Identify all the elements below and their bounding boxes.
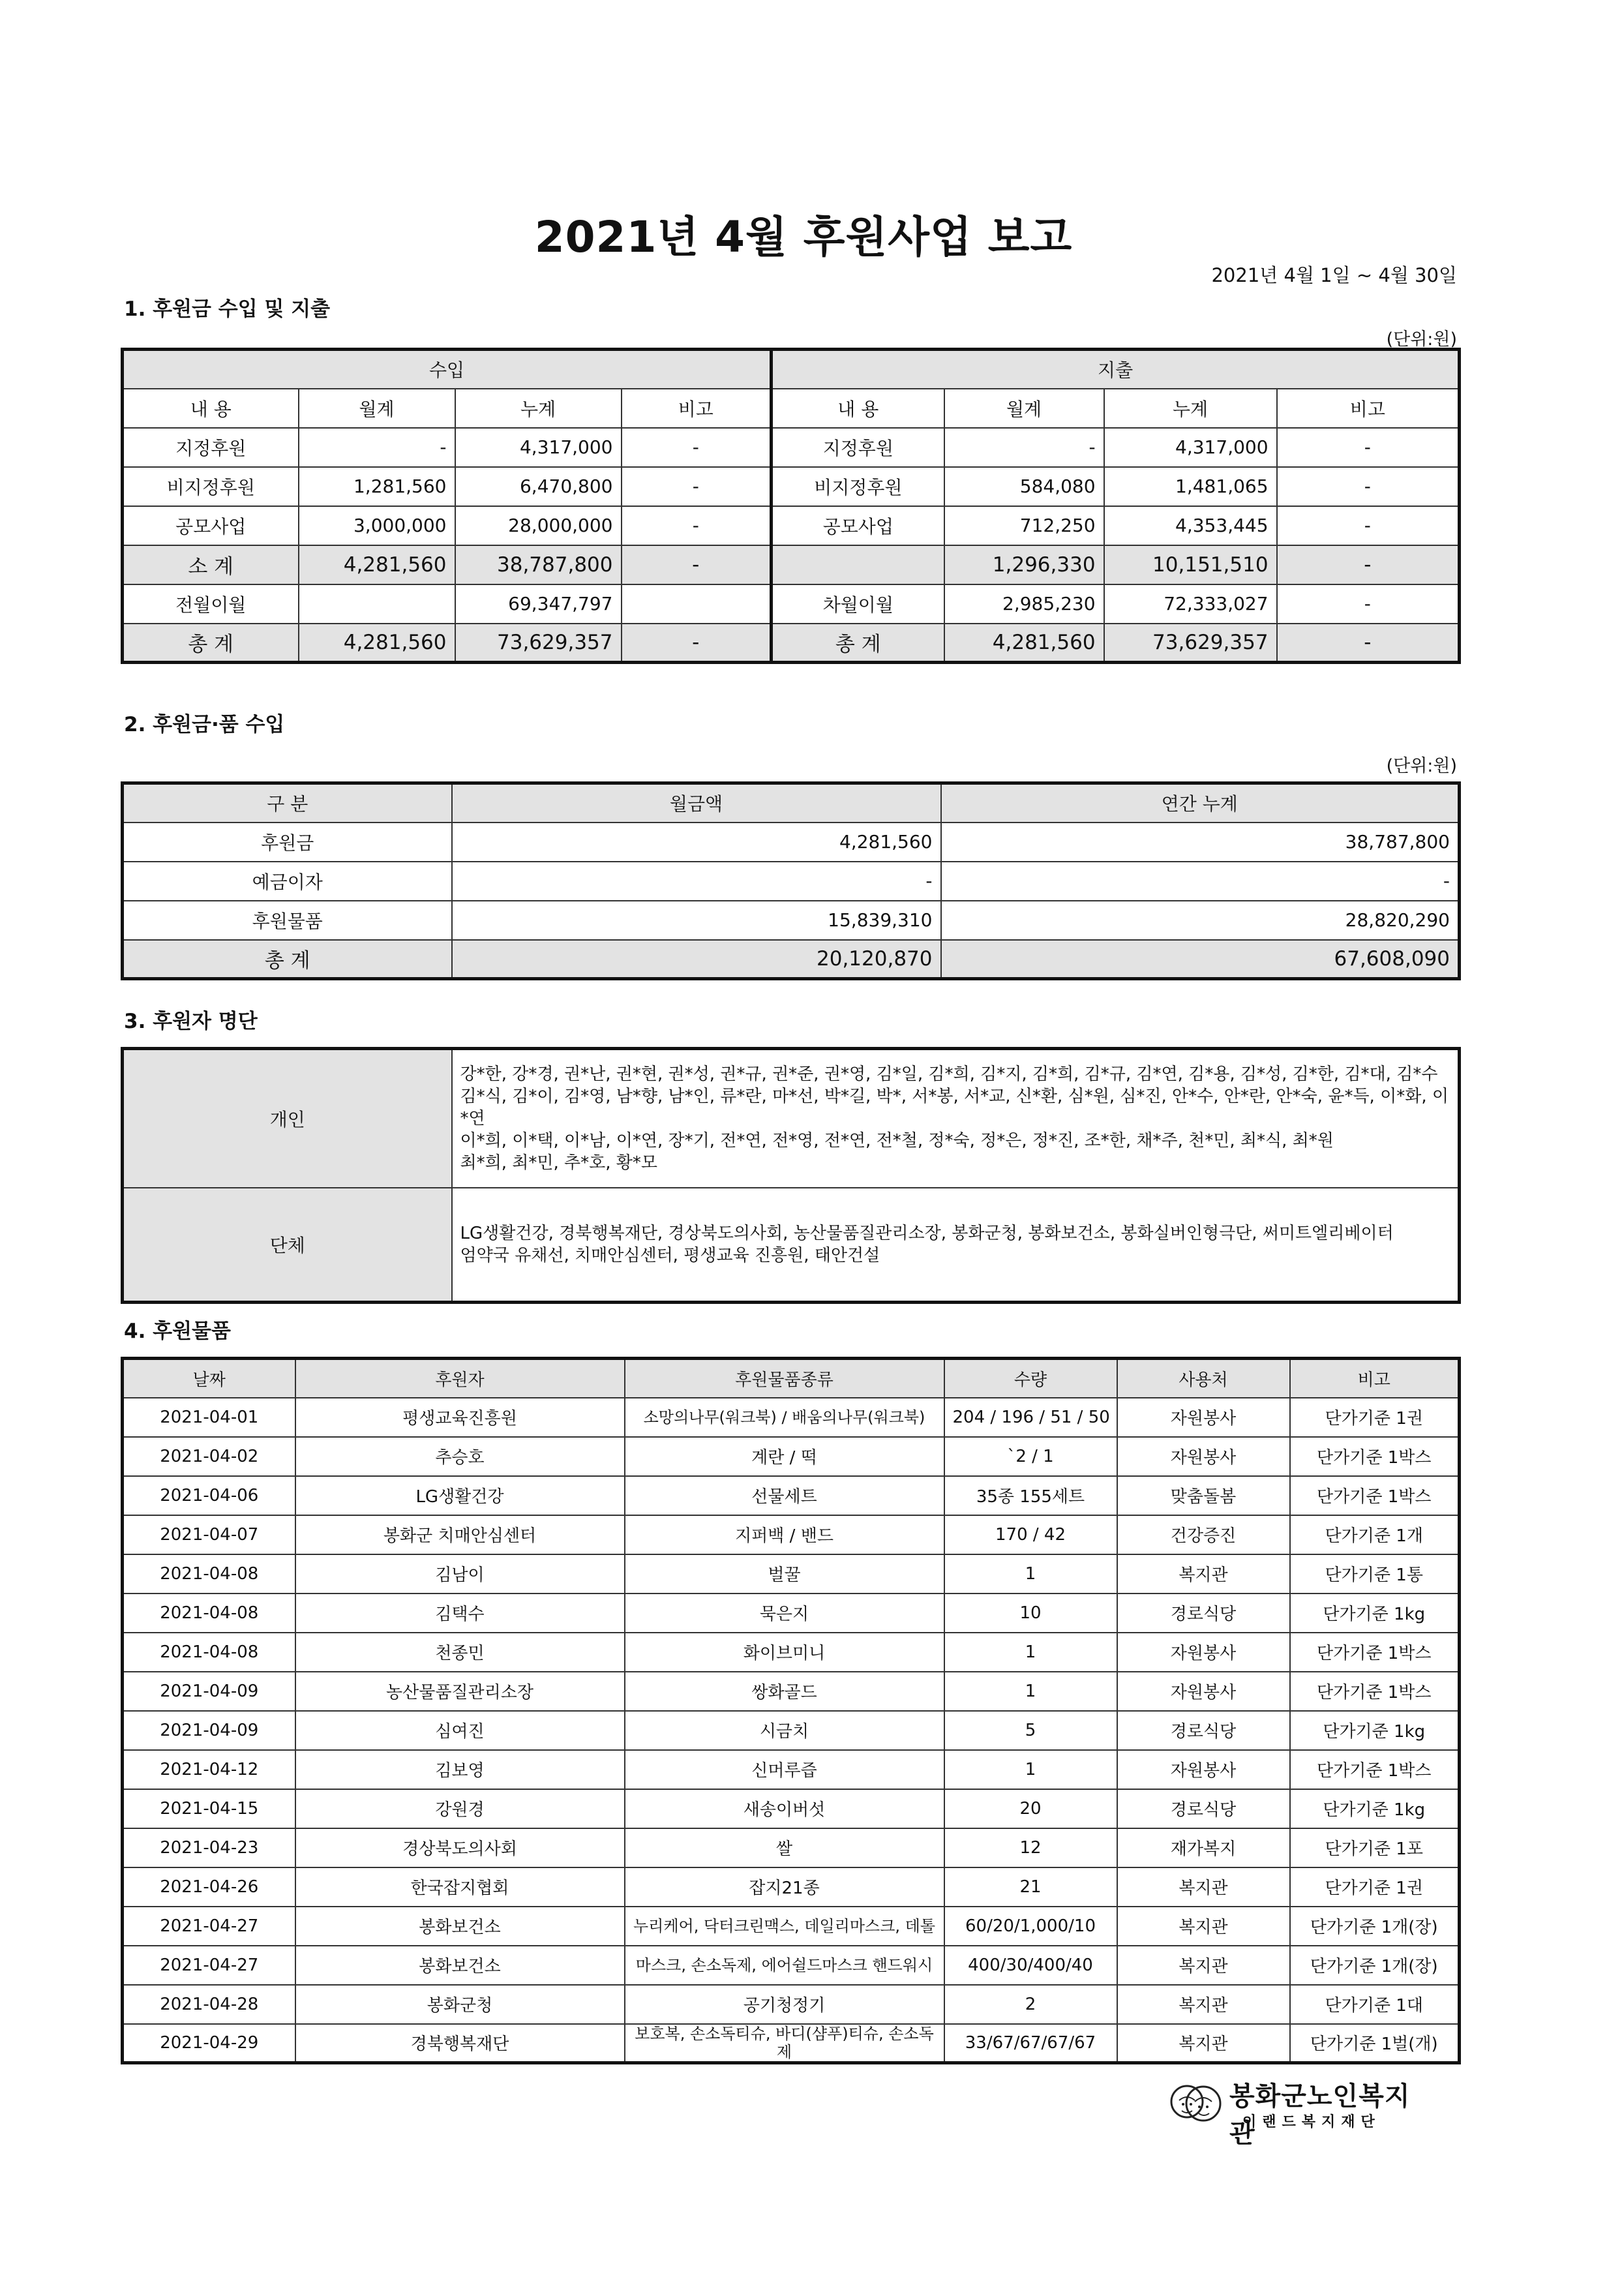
row-label: 공모사업 <box>123 506 299 545</box>
table-cell: 단가기준 1박스 <box>1290 1750 1460 1789</box>
row-label: 총 계 <box>123 624 299 663</box>
table-cell: - <box>622 467 772 506</box>
column-header: 월계 <box>944 389 1104 428</box>
table-cell: 204 / 196 / 51 / 50 <box>944 1398 1117 1437</box>
row-label: 차월이월 <box>772 584 944 624</box>
table-cell: 경상북도의사회 <box>295 1828 625 1867</box>
table-cell: 화이브미니 <box>625 1633 944 1672</box>
table-cell: 경북행복재단 <box>295 2024 625 2063</box>
table-cell: 단가기준 1권 <box>1290 1867 1460 1907</box>
table-cell: 쌍화골드 <box>625 1672 944 1711</box>
table-cell: 선물세트 <box>625 1476 944 1515</box>
table-row <box>123 1554 1460 1594</box>
table-cell: LG생활건강 <box>295 1476 625 1515</box>
row-label: 소 계 <box>123 545 299 584</box>
table-cell: 단가기준 1박스 <box>1290 1633 1460 1672</box>
column-header: 누계 <box>1104 389 1277 428</box>
table-cell: 2021-04-02 <box>123 1437 295 1476</box>
report-period: 2021년 4월 1일 ~ 4월 30일 <box>1211 264 1457 286</box>
section-4-title: 4. 후원물품 <box>124 1320 231 1343</box>
table-cell: 한국잡지협회 <box>295 1867 625 1907</box>
table-cell: 단가기준 1개 <box>1290 1515 1460 1554</box>
column-header: 사용처 <box>1117 1359 1290 1398</box>
table-cell: 복지관 <box>1117 1554 1290 1594</box>
table-cell: 단가기준 1kg <box>1290 1711 1460 1750</box>
table-cell: 60/20/1,000/10 <box>944 1907 1117 1946</box>
table-row <box>123 1437 1460 1476</box>
table-cell: 김택수 <box>295 1594 625 1633</box>
table-cell: 쌀 <box>625 1828 944 1867</box>
table-row <box>123 584 1460 624</box>
table-cell: 소망의나무(워크북) / 배움의나무(워크북) <box>625 1398 944 1437</box>
table-cell: - <box>1277 506 1460 545</box>
column-header: 후원물품종류 <box>625 1359 944 1398</box>
table-cell: 2021-04-27 <box>123 1907 295 1946</box>
table-cell: - <box>622 545 772 584</box>
column-header: 월금액 <box>452 783 941 823</box>
donor-line: 최*희, 최*민, 추*호, 황*모 <box>460 1153 658 1173</box>
table-row <box>123 1515 1460 1554</box>
table-cell: 1 <box>944 1672 1117 1711</box>
table-row <box>123 1633 1460 1672</box>
table-cell: 2021-04-26 <box>123 1867 295 1907</box>
table-cell: 4,317,000 <box>1104 428 1277 467</box>
table-cell: 10 <box>944 1594 1117 1633</box>
elderly-couple-logo-icon <box>1167 2074 1226 2133</box>
table-cell: - <box>622 428 772 467</box>
column-header: 비고 <box>1290 1359 1460 1398</box>
organization-logo <box>1167 2074 1428 2149</box>
table-row <box>123 1907 1460 1946</box>
row-label: 총 계 <box>123 940 452 979</box>
table-cell: 시금치 <box>625 1711 944 1750</box>
table-row <box>123 1398 1460 1437</box>
row-label <box>772 545 944 584</box>
table-cell: 15,839,310 <box>452 901 941 940</box>
table-cell: 2021-04-28 <box>123 1985 295 2024</box>
table-cell: - <box>622 506 772 545</box>
row-label: 지정후원 <box>772 428 944 467</box>
table-cell: - <box>1277 467 1460 506</box>
table-cell: 10,151,510 <box>1104 545 1277 584</box>
table-cell: 지퍼백 / 밴드 <box>625 1515 944 1554</box>
table-cell: 2 <box>944 1985 1117 2024</box>
income-header: 수입 <box>123 350 772 389</box>
table-cell: 33/67/67/67/67 <box>944 2024 1117 2063</box>
table-cell: 12 <box>944 1828 1117 1867</box>
table-cell: 1,481,065 <box>1104 467 1277 506</box>
table-cell: 38,787,800 <box>941 823 1460 862</box>
table-cell: 4,353,445 <box>1104 506 1277 545</box>
table-cell: 보호복, 손소독티슈, 바디(샴푸)티슈, 손소독제 <box>625 2024 944 2063</box>
column-header: 날짜 <box>123 1359 295 1398</box>
table-cell: 복지관 <box>1117 1867 1290 1907</box>
row-label: 비지정후원 <box>123 467 299 506</box>
table-cell: 38,787,800 <box>455 545 622 584</box>
table-cell: - <box>1277 624 1460 663</box>
table-cell: 1 <box>944 1554 1117 1594</box>
table-row <box>123 506 1460 545</box>
table-cell: 복지관 <box>1117 1907 1290 1946</box>
row-label: 총 계 <box>772 624 944 663</box>
table-cell: 2021-04-06 <box>123 1476 295 1515</box>
table-cell: 400/30/400/40 <box>944 1946 1117 1985</box>
table-cell: 공기청정기 <box>625 1985 944 2024</box>
table-cell: 2021-04-07 <box>123 1515 295 1554</box>
table-cell: 자원봉사 <box>1117 1672 1290 1711</box>
expense-header: 지출 <box>772 350 1460 389</box>
table-cell: 평생교육진흥원 <box>295 1398 625 1437</box>
table-cell: 2021-04-09 <box>123 1711 295 1750</box>
page-title: 2021년 4월 후원사업 보고 <box>534 212 1073 262</box>
table-cell: 단가기준 1kg <box>1290 1594 1460 1633</box>
group-label: 단체 <box>123 1188 452 1302</box>
table-cell: 28,820,290 <box>941 901 1460 940</box>
table-cell: 강원경 <box>295 1789 625 1828</box>
table-cell: 단가기준 1개(장) <box>1290 1907 1460 1946</box>
table-cell: 경로식당 <box>1117 1789 1290 1828</box>
organization-subtitle: 이랜드복지재단 <box>1242 2114 1381 2130</box>
donor-line: LG생활건강, 경북행복재단, 경상북도의사회, 농산물품질관리소장, 봉화군청, 봉화보건소, 봉화실버인형극단, 써미트엘리베이터 <box>460 1223 1394 1243</box>
table-cell <box>622 584 772 624</box>
table-cell: 5 <box>944 1711 1117 1750</box>
table-row <box>123 1946 1460 1985</box>
table-cell: - <box>941 862 1460 901</box>
table-cell: 35종 155세트 <box>944 1476 1117 1515</box>
table-row <box>123 862 1460 901</box>
table-cell: 21 <box>944 1867 1117 1907</box>
table-cell: 경로식당 <box>1117 1711 1290 1750</box>
column-header: 수량 <box>944 1359 1117 1398</box>
table-cell: 자원봉사 <box>1117 1633 1290 1672</box>
table-cell: 복지관 <box>1117 1985 1290 2024</box>
table-cell: 벌꿀 <box>625 1554 944 1594</box>
total-row <box>123 624 1460 663</box>
table-cell: 170 / 42 <box>944 1515 1117 1554</box>
table-cell: 자원봉사 <box>1117 1398 1290 1437</box>
column-header: 구 분 <box>123 783 452 823</box>
unit-label-1: (단위:원) <box>1386 329 1457 350</box>
table-cell: 3,000,000 <box>299 506 455 545</box>
table-cell: 새송이버섯 <box>625 1789 944 1828</box>
column-header: 비고 <box>1277 389 1460 428</box>
individual-donor-names <box>452 1049 1460 1188</box>
table-cell: 복지관 <box>1117 2024 1290 2063</box>
donor-list-table <box>121 1047 1461 1304</box>
table-row <box>123 467 1460 506</box>
table-cell: 72,333,027 <box>1104 584 1277 624</box>
table-cell: 20,120,870 <box>452 940 941 979</box>
table-row <box>123 1594 1460 1633</box>
table-cell: 4,317,000 <box>455 428 622 467</box>
donated-goods-table <box>121 1357 1461 2064</box>
table-cell: 단가기준 1kg <box>1290 1789 1460 1828</box>
table-cell: 봉화군청 <box>295 1985 625 2024</box>
table-row <box>123 1985 1460 2024</box>
subtotal-row <box>123 545 1460 584</box>
table-cell: 2021-04-08 <box>123 1554 295 1594</box>
table-cell: 김남이 <box>295 1554 625 1594</box>
table-cell: 맞춤돌봄 <box>1117 1476 1290 1515</box>
table-cell: 2021-04-23 <box>123 1828 295 1867</box>
column-header: 월계 <box>299 389 455 428</box>
group-donor-names <box>452 1188 1460 1302</box>
column-header: 후원자 <box>295 1359 625 1398</box>
table-cell: 농산물품질관리소장 <box>295 1672 625 1711</box>
table-cell: 경로식당 <box>1117 1594 1290 1633</box>
table-cell: 단가기준 1개(장) <box>1290 1946 1460 1985</box>
donor-line: 엄약국 유채선, 치매안심센터, 평생교육 진흥원, 태안건설 <box>460 1245 880 1265</box>
donor-line: 이*희, 이*택, 이*남, 이*연, 장*기, 전*연, 전*영, 전*연, 전*철, 정*숙, 정*은, 정*진, 조*한, 채*주, 천*민, 최*식, 최*원 <box>460 1131 1334 1151</box>
table-cell: 73,629,357 <box>455 624 622 663</box>
table-cell: 2021-04-27 <box>123 1946 295 1985</box>
individual-donors-row <box>123 1049 1460 1188</box>
table-cell: 천종민 <box>295 1633 625 1672</box>
individual-label: 개인 <box>123 1049 452 1188</box>
table-cell: 1,281,560 <box>299 467 455 506</box>
table-cell: 20 <box>944 1789 1117 1828</box>
table-cell: 2021-04-08 <box>123 1594 295 1633</box>
table-cell: 자원봉사 <box>1117 1437 1290 1476</box>
table-cell: 재가복지 <box>1117 1828 1290 1867</box>
table-row <box>123 1672 1460 1711</box>
table-cell: 신머루즙 <box>625 1750 944 1789</box>
table-cell: 1,296,330 <box>944 545 1104 584</box>
total-row <box>123 940 1460 979</box>
column-header: 내 용 <box>772 389 944 428</box>
table-cell <box>299 584 455 624</box>
table-cell: 4,281,560 <box>452 823 941 862</box>
table-row <box>123 1750 1460 1789</box>
table-cell: 2021-04-12 <box>123 1750 295 1789</box>
column-header: 내 용 <box>123 389 299 428</box>
table-cell: 누리케어, 닥터크린맥스, 데일리마스크, 데톨 <box>625 1907 944 1946</box>
table-row <box>123 1867 1460 1907</box>
table-cell: 4,281,560 <box>299 545 455 584</box>
donation-income-table <box>121 781 1461 980</box>
table-cell: 단가기준 1박스 <box>1290 1672 1460 1711</box>
section-1-title: 1. 후원금 수입 및 지출 <box>124 297 331 321</box>
organization-name: 봉화군노인복지관 <box>1229 2081 1411 2149</box>
table-row <box>123 428 1460 467</box>
table-cell: - <box>1277 545 1460 584</box>
section-2-title: 2. 후원금·품 수입 <box>124 713 285 736</box>
table-cell: 4,281,560 <box>944 624 1104 663</box>
table-cell: 73,629,357 <box>1104 624 1277 663</box>
column-header: 연간 누계 <box>941 783 1460 823</box>
table-row <box>123 823 1460 862</box>
table-cell: 잡지21종 <box>625 1867 944 1907</box>
table-cell: - <box>299 428 455 467</box>
table-cell: 단가기준 1대 <box>1290 1985 1460 2024</box>
row-label: 지정후원 <box>123 428 299 467</box>
table-cell: - <box>1277 428 1460 467</box>
table-cell: 자원봉사 <box>1117 1750 1290 1789</box>
column-header: 누계 <box>455 389 622 428</box>
table-cell: 2,985,230 <box>944 584 1104 624</box>
table-cell: 봉화보건소 <box>295 1946 625 1985</box>
table-cell: 단가기준 1포 <box>1290 1828 1460 1867</box>
table-cell: 김보영 <box>295 1750 625 1789</box>
table-cell: 2021-04-01 <box>123 1398 295 1437</box>
table-cell: 단가기준 1통 <box>1290 1554 1460 1594</box>
table-cell: 712,250 <box>944 506 1104 545</box>
row-label: 전월이월 <box>123 584 299 624</box>
table-cell: - <box>452 862 941 901</box>
table-cell: 6,470,800 <box>455 467 622 506</box>
table-cell: 2021-04-09 <box>123 1672 295 1711</box>
table-cell: 4,281,560 <box>299 624 455 663</box>
table-cell: 마스크, 손소독제, 에어쉴드마스크 핸드워시 <box>625 1946 944 1985</box>
row-label: 예금이자 <box>123 862 452 901</box>
row-label: 후원물품 <box>123 901 452 940</box>
table-row <box>123 1789 1460 1828</box>
table-cell: 추승호 <box>295 1437 625 1476</box>
table-row <box>123 2024 1460 2063</box>
table-cell: - <box>622 624 772 663</box>
table-cell: 단가기준 1박스 <box>1290 1476 1460 1515</box>
table-cell: 계란 / 떡 <box>625 1437 944 1476</box>
table-cell: - <box>1277 584 1460 624</box>
table-row <box>123 901 1460 940</box>
table-cell: 심여진 <box>295 1711 625 1750</box>
table-cell: 1 <box>944 1750 1117 1789</box>
table-cell: 묵은지 <box>625 1594 944 1633</box>
table-row <box>123 1711 1460 1750</box>
table-cell: 건강증진 <box>1117 1515 1290 1554</box>
income-expense-table <box>121 348 1461 664</box>
table-cell: 봉화군 치매안심센터 <box>295 1515 625 1554</box>
table-row <box>123 1828 1460 1867</box>
table-cell: 584,080 <box>944 467 1104 506</box>
unit-label-2: (단위:원) <box>1386 756 1457 776</box>
row-label: 비지정후원 <box>772 467 944 506</box>
table-cell: 2021-04-29 <box>123 2024 295 2063</box>
table-cell: 1 <box>944 1633 1117 1672</box>
table-cell: 복지관 <box>1117 1946 1290 1985</box>
row-label: 공모사업 <box>772 506 944 545</box>
table-cell: 봉화보건소 <box>295 1907 625 1946</box>
table-cell: 28,000,000 <box>455 506 622 545</box>
group-donors-row <box>123 1188 1460 1302</box>
table-cell: 67,608,090 <box>941 940 1460 979</box>
table-row <box>123 1476 1460 1515</box>
table-cell: 단가기준 1박스 <box>1290 1437 1460 1476</box>
table-cell: 69,347,797 <box>455 584 622 624</box>
table-cell: `2 / 1 <box>944 1437 1117 1476</box>
donor-line: 강*한, 강*경, 권*난, 권*현, 권*성, 권*규, 권*준, 권*영, 김*일, 김*희, 김*지, 김*희, 김*규, 김*연, 김*용, 김*성, 김*한, 김*대, 김*수 <box>460 1065 1438 1084</box>
table-cell: 2021-04-08 <box>123 1633 295 1672</box>
table-cell: 단가기준 1권 <box>1290 1398 1460 1437</box>
column-header: 비고 <box>622 389 772 428</box>
section-3-title: 3. 후원자 명단 <box>124 1010 258 1033</box>
donor-line: 김*식, 김*이, 김*영, 남*향, 남*인, 류*란, 마*선, 박*길, 박*, 서*봉, 서*교, 신*환, 심*원, 심*진, 안*수, 안*란, 안*숙, 윤*득, 이*화, 이*연 <box>460 1087 1449 1128</box>
table-cell: - <box>944 428 1104 467</box>
table-cell: 단가기준 1벌(개) <box>1290 2024 1460 2063</box>
table-cell: 2021-04-15 <box>123 1789 295 1828</box>
row-label: 후원금 <box>123 823 452 862</box>
